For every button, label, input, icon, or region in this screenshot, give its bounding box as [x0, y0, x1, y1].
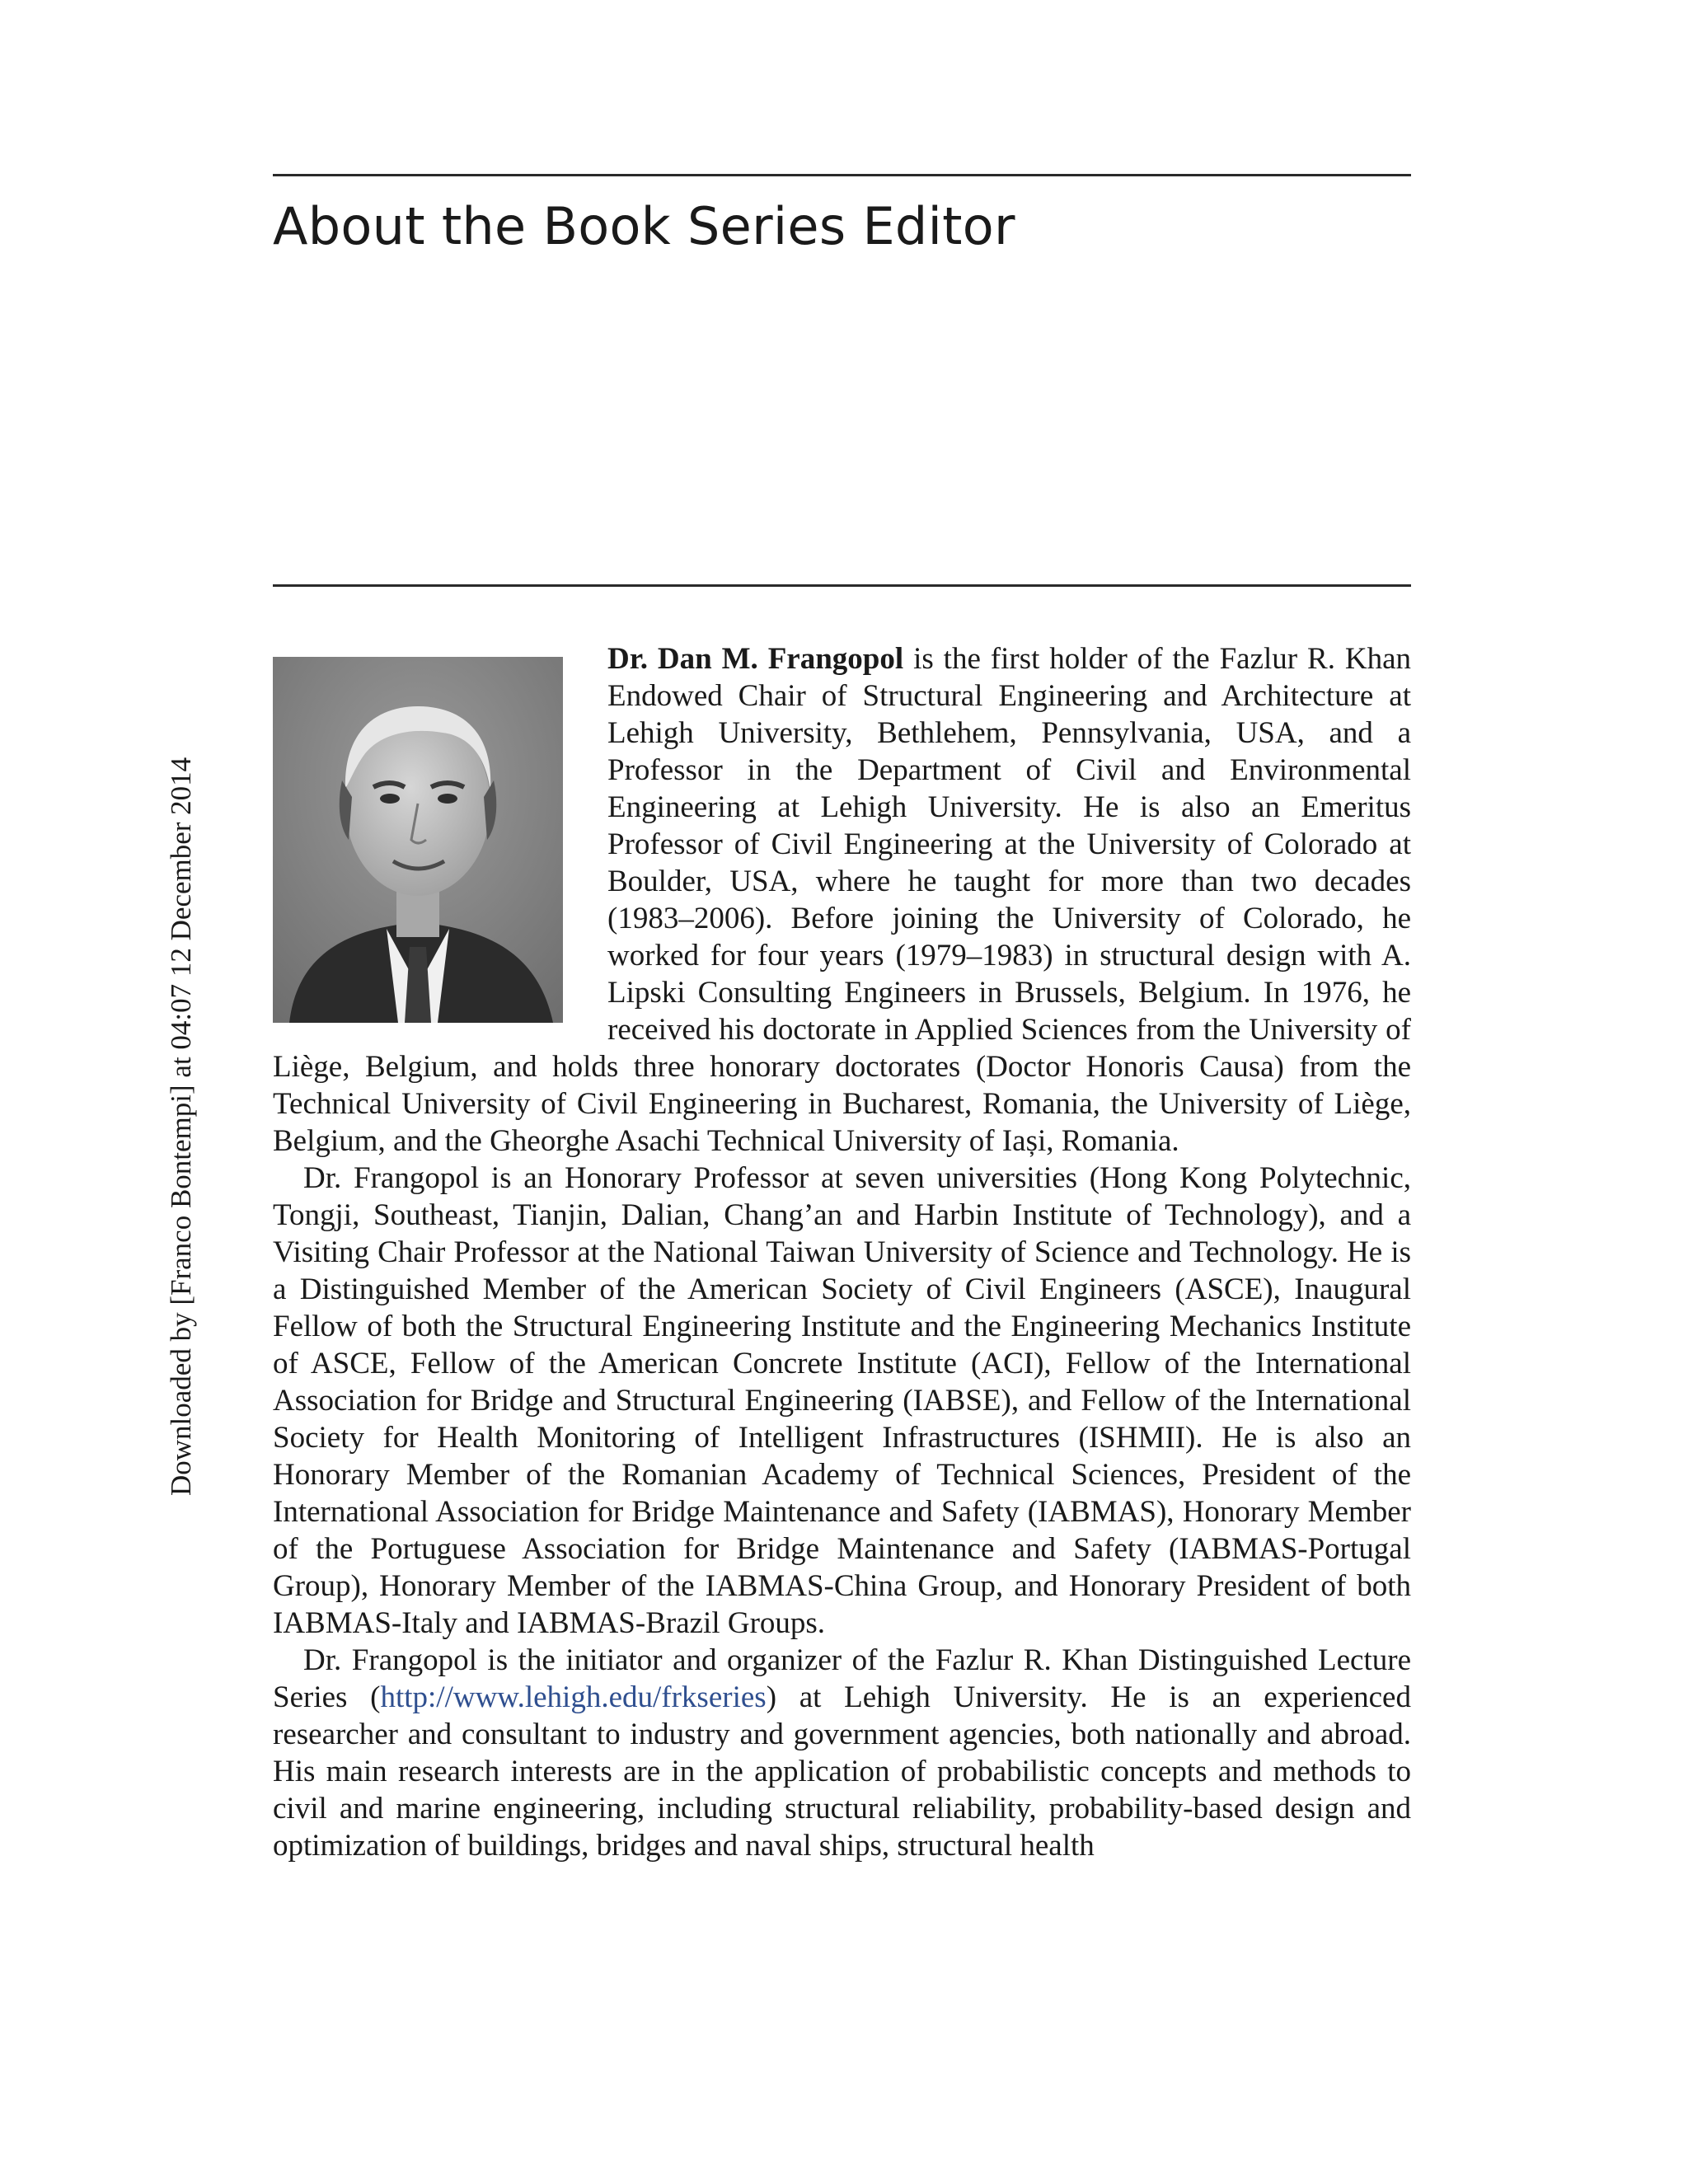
bio-paragraph-1-text: is the first holder of the Fazlur R. Khan Endowed Chair of Structural Engineering and Architecture at Lehigh University, Bethlehem, Pennsylvania, USA, and a Professor in the Department of Civil and Environmental Engineering at Lehigh University. He is also an Emeritus Professor of Civil Engineering at the University of Colorado at Boulder, USA, where he taught for more than two decades (1983–2006). Before joining the University of Colorado, he worked for four years (1979–1983) in structural design with A. Lipski Consulting Engineers in Brussels, Belgium. In 1976, he received his doctorate in Applied Sciences from the University of Liège, Belgium, and holds three honorary doctorates (Doctor Honoris Causa) from the Technical University of Civil Engineering in Bucharest, Romania, the University of Liège, Belgium, and the Gheorghe Asachi Technical University of Iași, Romania. — [273, 642, 1411, 1158]
biography — [273, 640, 1411, 1864]
photo-gutter — [563, 640, 607, 1023]
editor-name: Dr. Dan M. Frangopol — [607, 642, 904, 676]
bio-paragraph-3-text-start: Dr. Frangopol is the initiator and organizer of the Fazlur R. Khan Distinguished Lecture Series ( — [273, 1643, 1411, 1714]
bio-paragraph-3-text-end: ) at Lehigh University. He is an experienced researcher and consultant to industry and government agencies, both nationally and abroad. His main research interests are in the application of probabilistic concepts and methods to civil and marine engineering, including structural reliability, probability-based design and optimization of buildings, bridges and naval ships, structural health — [273, 1680, 1411, 1863]
download-watermark: Downloaded by [Franco Bontempi] at 04:07 12 December 2014 — [165, 757, 197, 1496]
lecture-series-link[interactable]: http://www.lehigh.edu/frkseries — [380, 1680, 767, 1714]
section-rule — [273, 584, 1411, 587]
bio-paragraph-3 — [273, 1642, 1411, 1864]
portrait-photo — [273, 657, 563, 1023]
top-rule — [273, 174, 1411, 176]
page-title: About the Book Series Editor — [273, 196, 1015, 256]
bio-paragraph-2: Dr. Frangopol is an Honorary Professor at seven universities (Hong Kong Polytechnic, Tongji, Southeast, Tianjin, Dalian, Chang’an and Harbin Institute of Technology), and a Visiting Chair Professor at the National Taiwan University of Science and Technology. He is a Distinguished Member of the American Society of Civil Engineers (ASCE), Inaugural Fellow of both the Structural Engineering Institute and the Engineering Mechanics Institute of ASCE, Fellow of the American Concrete Institute (ACI), Fellow of the International Association for Bridge and Structural Engineering (IABSE), and Fellow of the International Society for Health Monitoring of Intelligent Infrastructures (ISHMII). He is also an Honorary Member of the Romanian Academy of Technical Sciences, President of the International Association for Bridge Maintenance and Safety (IABMAS), Honorary Member of the Portuguese Association for Bridge Maintenance and Safety (IABMAS-Portugal Group), Honorary Member of the IABMAS-China Group, and Honorary President of both IABMAS-Italy and IABMAS-Brazil Groups. — [273, 1161, 1411, 1640]
